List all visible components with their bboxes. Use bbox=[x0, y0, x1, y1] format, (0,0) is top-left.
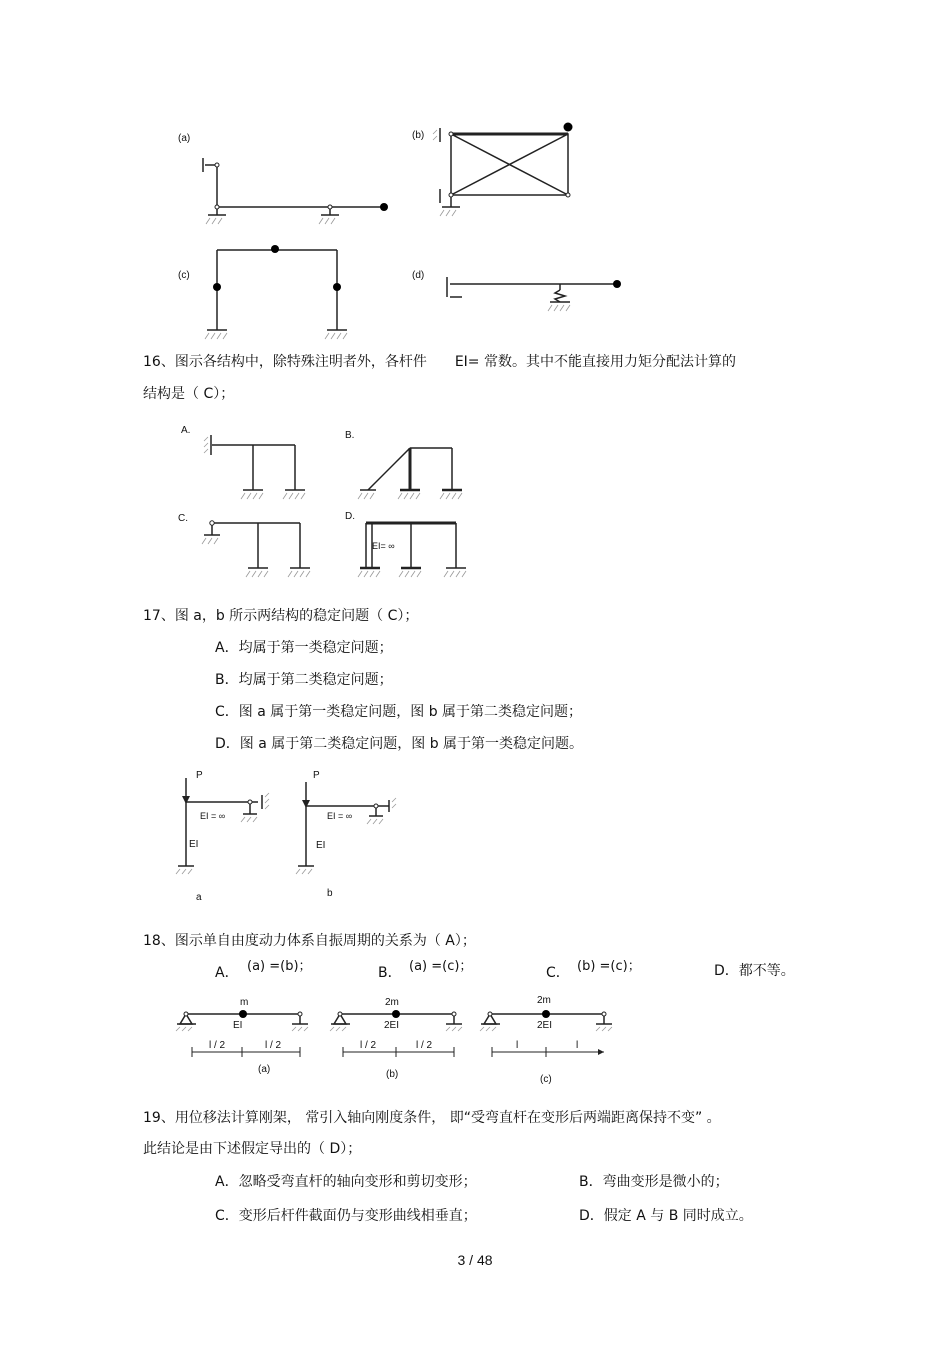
q17-load-p-a: P bbox=[196, 770, 203, 781]
q18-dim-a-left: l / 2 bbox=[209, 1040, 226, 1051]
q16-ei-infinity-label: EI= ∞ bbox=[372, 541, 395, 551]
q18-dim-c-left: l bbox=[516, 1040, 519, 1051]
q18-dim-b-left: l / 2 bbox=[360, 1040, 377, 1051]
q18-ei-c: 2EI bbox=[537, 1020, 553, 1031]
q16-figure-label-b: B. bbox=[345, 430, 355, 441]
q19-option-a: A．忽略受弯直杆的轴向变形和剪切变形； bbox=[215, 1174, 477, 1190]
q18-option-c: (b) =(c)； bbox=[577, 959, 641, 974]
q16-figure-label-c: C. bbox=[178, 513, 188, 524]
q18-mass-b: 2m bbox=[385, 997, 399, 1008]
figure-label-a: (a) bbox=[178, 133, 191, 144]
q16-stem-line2: 结构是（ C）； bbox=[143, 386, 235, 402]
q17-ei-a: EI bbox=[189, 839, 199, 850]
q16-figure-label-d: D. bbox=[345, 511, 355, 522]
q18-mass-a: m bbox=[240, 997, 249, 1008]
q16-stem-line1: 16、图示各结构中，除特殊注明者外，各杆件 EI= 常数。其中不能直接用力矩分配法计算的 bbox=[143, 354, 736, 370]
q17-load-p-b: P bbox=[313, 770, 320, 781]
q17-ei-infinity-b: EI = ∞ bbox=[327, 811, 353, 821]
q17-figure-label-b: b bbox=[327, 888, 333, 899]
q18-mass-c: 2m bbox=[537, 995, 551, 1006]
figure-label-d: (d) bbox=[412, 270, 425, 281]
q19-stem-line1: 19、用位移法计算刚架， 常引入轴向刚度条件， 即“受弯直杆在变形后两端距离保持不变” 。 bbox=[143, 1110, 721, 1126]
q16-figure-label-a: A. bbox=[181, 425, 191, 436]
q18-ei-a: EI bbox=[233, 1020, 243, 1031]
q18-stem: 18、图示单自由度动力体系自振周期的关系为（ A）； bbox=[143, 933, 476, 949]
page-number: 3 / 48 bbox=[457, 1252, 493, 1268]
q17-option-d: D．图 a 属于第二类稳定问题，图 b 属于第一类稳定问题。 bbox=[215, 736, 584, 752]
q17-option-c: C．图 a 属于第一类稳定问题，图 b 属于第二类稳定问题； bbox=[215, 704, 583, 720]
q18-option-a-letter: A． bbox=[215, 965, 239, 981]
q18-dim-c-right: l bbox=[576, 1040, 579, 1051]
q17-stem: 17、图 a，b 所示两结构的稳定问题（ C）； bbox=[143, 608, 419, 624]
figure-label-c: (c) bbox=[178, 270, 190, 281]
q18-option-d: D．都不等。 bbox=[714, 963, 795, 979]
q19-option-c: C．变形后杆件截面仍与变形曲线相垂直； bbox=[215, 1208, 477, 1224]
q19-option-b: B．弯曲变形是微小的； bbox=[579, 1174, 729, 1190]
figure-label-b: (b) bbox=[412, 130, 425, 141]
q18-option-c-letter: C． bbox=[546, 965, 570, 981]
q17-option-b: B．均属于第二类稳定问题； bbox=[215, 672, 393, 688]
q17-ei-infinity-a: EI = ∞ bbox=[200, 811, 226, 821]
q18-option-b-letter: B． bbox=[378, 965, 402, 981]
q18-figure-label-b: (b) bbox=[386, 1069, 399, 1080]
q19-stem-line2: 此结论是由下述假定导出的（ D）； bbox=[143, 1141, 362, 1157]
q18-option-b: (a) =(c)； bbox=[409, 959, 473, 974]
q17-option-a: A．均属于第一类稳定问题； bbox=[215, 640, 393, 656]
q17-figure-label-a: a bbox=[196, 892, 202, 903]
q18-dim-b-right: l / 2 bbox=[416, 1040, 433, 1051]
q18-option-a: (a) =(b)； bbox=[247, 959, 312, 974]
q18-dim-a-right: l / 2 bbox=[265, 1040, 282, 1051]
q19-option-d: D．假定 A 与 B 同时成立。 bbox=[579, 1208, 753, 1224]
q18-figure-label-c: (c) bbox=[540, 1074, 552, 1085]
q18-figure-label-a: (a) bbox=[258, 1064, 271, 1075]
q18-ei-b: 2EI bbox=[384, 1020, 400, 1031]
q17-ei-b: EI bbox=[316, 840, 326, 851]
